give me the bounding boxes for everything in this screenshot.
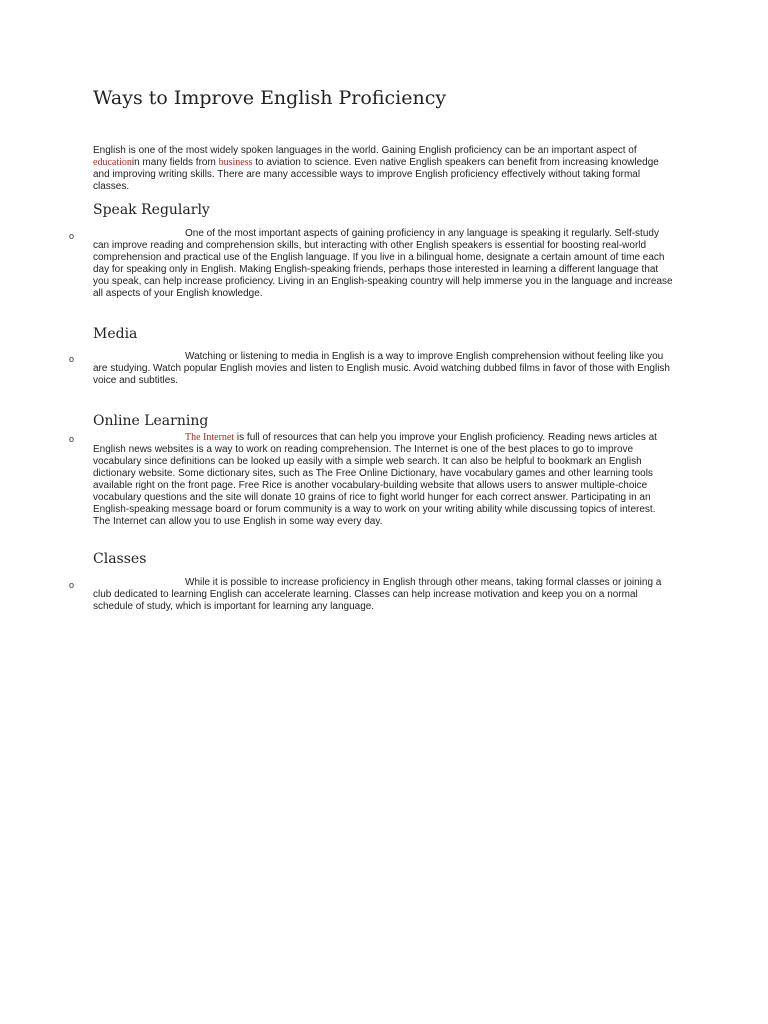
bullet-marker: o bbox=[69, 231, 75, 241]
intro-text-1: English is one of the most widely spoken languages in the world. Gaining English proficiency can be an important aspect of bbox=[93, 145, 637, 156]
section-heading-media: Media bbox=[93, 326, 138, 342]
bullet-marker: o bbox=[69, 434, 75, 444]
section-text-online-learning bbox=[93, 432, 673, 528]
internet-link[interactable]: The Internet bbox=[185, 432, 235, 443]
intro-paragraph bbox=[93, 145, 663, 193]
section-text-speak-regularly: One of the most important aspects of gaining proficiency in any language is speaking it regularly. Self-study can improve reading and comprehension skills, but interacting with other English speakers is essential for boosting real-world comprehension and practical use of the English language. If you live in a bilingual home, designate a certain amount of time each day for speaking only in English. Making English-speaking friends, perhaps those interested in learning a different language that you speak, can help increase proficiency. Living in an English-speaking country will help immerse you in the language and increase all aspects of your English knowledge. bbox=[93, 228, 673, 299]
online-learning-body: is full of resources that can help you improve your English proficiency. Reading news articles at English news websites is a way to work on reading comprehension. The Internet is one of the best places to go to improve vocabulary since definitions can be looked up easily with a simple web search. It can also be helpful to bookmark an English dictionary website. Some dictionary sites, such as The Free Online Dictionary, have vocabulary games and other learning tools available right on the front page. Free Rice is another vocabulary-building website that allows users to answer multiple-choice vocabulary questions and the site will donate 10 grains of rice to fight world hunger for each correct answer. Participating in an English-speaking message board or forum community is a way to work on your writing ability while discussing topics of interest. The Internet can allow you to use English in some way every day. bbox=[93, 432, 657, 527]
section-heading-speak-regularly: Speak Regularly bbox=[93, 202, 210, 218]
section-heading-classes: Classes bbox=[93, 551, 147, 567]
page-title: Ways to Improve English Proficiency bbox=[93, 87, 447, 109]
section-text-classes: While it is possible to increase proficiency in English through other means, taking formal classes or joining a club dedicated to learning English can accelerate learning. Classes can help increase motivation and keep you on a normal schedule of study, which is important for learning any language. bbox=[93, 577, 662, 612]
section-heading-online-learning: Online Learning bbox=[93, 413, 209, 429]
education-link[interactable]: education bbox=[93, 157, 132, 168]
intro-text-3: to aviation to science. Even native English speakers can benefit from increasing knowledge and improving writing skills. There are many accessible ways to improve English proficiency effectively without taking formal classes. bbox=[93, 157, 659, 192]
section-text-media: Watching or listening to media in English is a way to improve English comprehension without feeling like you are studying. Watch popular English movies and listen to English music. Avoid watching dubbed films in favor of those with English voice and subtitles. bbox=[93, 351, 670, 386]
intro-text-2: in many fields from bbox=[131, 157, 219, 168]
business-link[interactable]: business bbox=[218, 157, 253, 168]
bullet-marker: o bbox=[69, 580, 75, 590]
bullet-marker: o bbox=[69, 354, 75, 364]
